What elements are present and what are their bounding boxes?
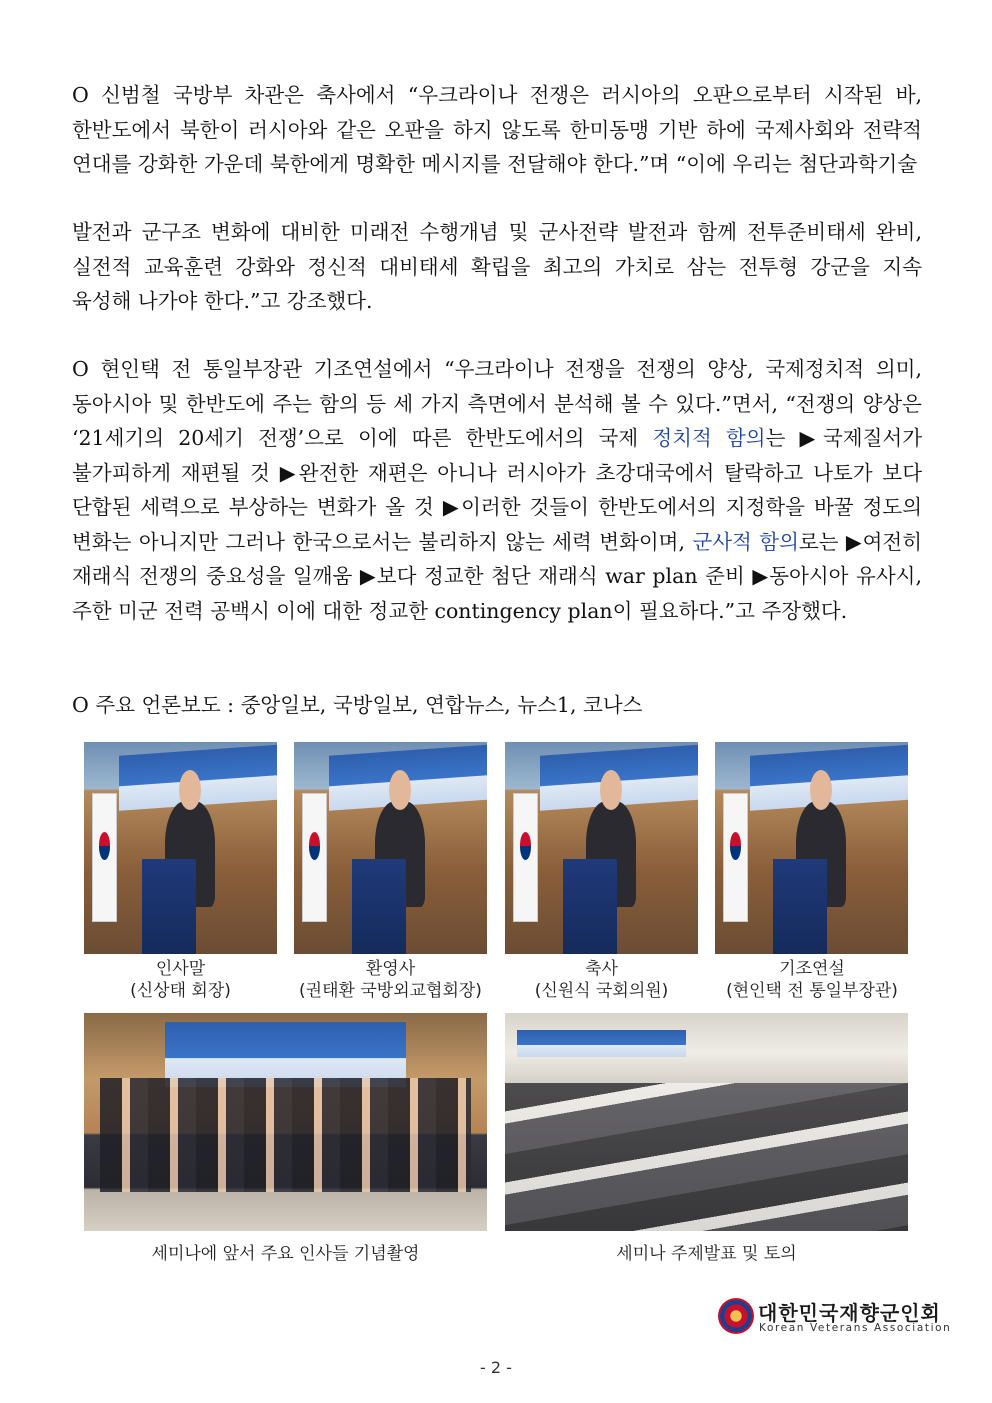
caption-subtitle: (신원식 국회의원): [534, 981, 669, 1001]
caption-title: 기조연설: [779, 959, 845, 979]
caption-title: 축사: [585, 959, 618, 979]
photo-group-commemorative: [84, 1013, 487, 1231]
caption-title: 인사말: [155, 959, 206, 979]
caption-subtitle: (신상태 회장): [130, 981, 231, 1001]
korean-flag: [513, 793, 538, 922]
keynote-text-part-3: 로는 ▶여전히 재래식 전쟁의 중요성을 일깨움 ▶보다 정교한 첨단 재래식 war plan 준비 ▶동아시아 유사시, 주한 미군 전력 공백시 이에 대한 정교한 contingency plan이 필요하다.”고 주장했다.: [72, 529, 923, 623]
org-name-korean: 대한민국재향군인회: [758, 1301, 941, 1325]
page-number: - 2 -: [480, 1358, 512, 1377]
photo-welcome-speech: [294, 742, 487, 954]
veterans-association-emblem-icon: [718, 1298, 754, 1334]
caption-opening-remarks: [74, 958, 287, 1002]
caption-subtitle: (현인택 전 통일부장관): [726, 981, 898, 1001]
military-implication-highlight: 군사적 함의: [692, 529, 799, 554]
group-of-attendees: [100, 1078, 471, 1191]
caption-welcome-speech: [278, 958, 503, 1002]
korean-flag: [302, 793, 327, 922]
political-implication-highlight: 정치적 함의: [652, 426, 766, 450]
keynote-text-part-1: O 현인택 전 통일부장관 기조연설에서 “우크라이나 전쟁을 전쟁의 양상, 국제정치적 의미, 동아시아 및 한반도에 주는 함의 등 세 가지 측면에서 분석해 볼 수 있다.”면서, “전쟁의 양상은 ‘21세기의 20세기 전쟁’으로 이에 따른 한반도에서의 국제: [72, 357, 922, 450]
paragraph-vice-minister-continued: 발전과 군구조 변화에 대비한 미래전 수행개념 및 군사전략 발전과 함께 전투준비태세 완비, 실전적 교육훈련 강화와 정신적 대비태세 확립을 최고의 가치로 삼는 전투형 강군을 지속 육성해 나가야 한다.”고 강조했다.: [72, 220, 922, 313]
photo-keynote-speech: [715, 742, 908, 954]
keynote-text-part-2: 는 ▶국제질서가 불가피하게 재편될 것 ▶완전한 재편은 아니나 러시아가 초강대국에서 탈락하고 나토가 보다 단합된 세력으로 부상하는 변화가 올 것 ▶이러한 것들이 한반도에서의 지정학을 바꿀 정도의 변화는 아니지만 그러나 한국으로서는 불리하지 않는 세력 변화이며,: [72, 426, 922, 554]
photo-congratulatory-speech: [505, 742, 698, 954]
podium: [352, 859, 406, 954]
caption-seminar-discussion: 세미나 주제발표 및 토의: [616, 1244, 797, 1264]
caption-title: 환영사: [365, 959, 416, 979]
org-name-english: Korean Veterans Association: [759, 1322, 952, 1334]
caption-subtitle: (권태환 국방외교협회장): [299, 981, 482, 1001]
event-banner: [165, 1022, 407, 1087]
caption-keynote-speech: [700, 958, 924, 1002]
paragraph-vice-minister-speech: O 신범철 국방부 차관은 축사에서 “우크라이나 전쟁은 러시아의 오판으로부터 시작된 바, 한반도에서 북한이 러시아와 같은 오판을 하지 않도록 한미동맹 기반 하에 국제사회와 전략적 연대를 강화한 가운데 북한에게 명확한 메시지를 전달해야 한다.”며 “이에 우리는 첨단과학기술: [72, 83, 922, 176]
conference-tables: [505, 1083, 908, 1231]
photo-opening-remarks: [84, 742, 277, 954]
korean-flag: [92, 793, 117, 922]
caption-congratulatory-speech: [495, 958, 708, 1002]
korean-flag: [723, 793, 748, 922]
caption-group-commemorative: 세미나에 앞서 주요 인사들 기념촬영: [151, 1244, 420, 1264]
podium: [773, 859, 827, 954]
paragraph-media-coverage: O 주요 언론보도 : 중앙일보, 국방일보, 연합뉴스, 뉴스1, 코나스: [72, 693, 643, 717]
podium: [142, 859, 196, 954]
paragraph-keynote-speech: [72, 352, 922, 628]
podium: [563, 859, 617, 954]
event-banner: [517, 1030, 686, 1056]
photo-seminar-discussion: [505, 1013, 908, 1231]
